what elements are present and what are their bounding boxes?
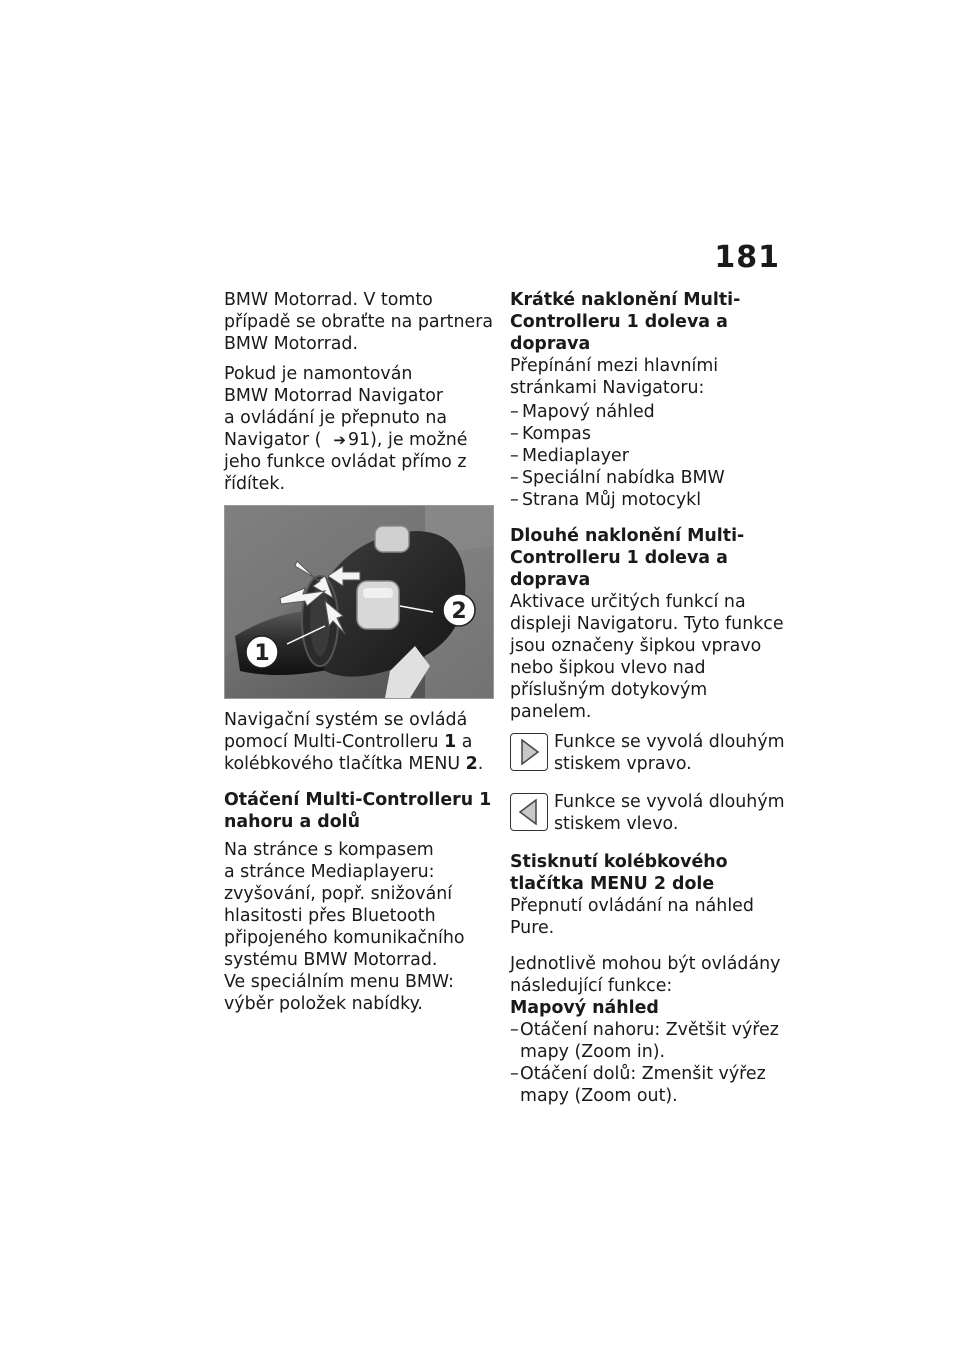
arrow-left-icon: [510, 793, 548, 831]
handlebar-controls-figure: [224, 505, 494, 699]
caption-ref-1: 1: [444, 732, 457, 752]
section-long-tilt: [510, 525, 785, 723]
intro-text-a: Pokud je namontován BMW Motorrad Navigator a ovládání je přepnuto na Navigator: [224, 364, 447, 450]
right-column: [510, 289, 785, 1115]
section-short-tilt-body: Přepínání mezi hlavními stránkami Navigatoru:: [510, 356, 719, 398]
caption-text-c: .: [477, 754, 484, 774]
section-short-tilt-title: Krátké naklonění Multi-Controlleru 1 doleva a doprava: [510, 290, 741, 354]
page-reference[interactable]: ( ➔ 91: [309, 430, 371, 450]
figure-label-2: 2: [451, 599, 467, 624]
intro-text-b: ), je možné jeho funkce ovládat přímo z řídítek.: [224, 430, 468, 494]
page-number: 181: [714, 240, 780, 275]
list-item: – Mediaplayer: [510, 445, 785, 467]
list-item: – Speciální nabídka BMW: [510, 467, 785, 489]
page-reference-number: 91: [348, 430, 371, 450]
list-item: – Otáčení nahoru: Zvětšit výřez mapy (Zoom in).: [510, 1019, 785, 1063]
page-ref-arrow-icon: ➔: [333, 431, 346, 449]
section-functions: [510, 953, 785, 1107]
section-menu-press: [510, 851, 785, 939]
note-long-press-right: [510, 731, 785, 775]
list-item: – Mapový náhled: [510, 401, 785, 423]
section-menu-press-title: Stisknutí kolébkového tlačítka MENU 2 dole: [510, 852, 728, 894]
caption-text-b: a kolébkového tlačítka MENU: [224, 732, 473, 774]
note-long-press-left: [510, 791, 785, 835]
main-pages-list: [510, 401, 785, 511]
section-menu-press-body: Přepnutí ovládání na náhled Pure.: [510, 896, 754, 938]
section-functions-body: Jednotlivě mohou být ovládány následující funkce:: [510, 954, 781, 996]
section-long-tilt-title: Dlouhé naklonění Multi-Controlleru 1 doleva a doprava: [510, 526, 745, 590]
handlebar-illustration: [225, 506, 493, 698]
figure-label-1: 1: [254, 641, 270, 666]
map-view-list: [510, 1019, 785, 1107]
section-map-view-title: Mapový náhled: [510, 998, 659, 1018]
arrow-right-icon: [510, 733, 548, 771]
section-rotate: [224, 789, 499, 1015]
list-item: – Otáčení dolů: Zmenšit výřez mapy (Zoom out).: [510, 1063, 785, 1107]
list-item: – Kompas: [510, 423, 785, 445]
section-rotate-title: Otáčení Multi-Controlleru 1 nahoru a dolů: [224, 790, 492, 832]
list-item: – Strana Můj motocykl: [510, 489, 785, 511]
section-rotate-body: Na stránce s kompasem a stránce Mediaplayeru: zvyšování, popř. snižování hlasitosti přes Bluetooth připojeného komunikačního systému BMW Motorrad.: [224, 840, 465, 970]
caption-text-a: Navigační systém se ovládá pomocí Multi-Controlleru: [224, 710, 468, 752]
intro-paragraph-1: BMW Motorrad. V tomto případě se obraťte na partnera BMW Motorrad.: [224, 290, 494, 354]
section-long-tilt-body: Aktivace určitých funkcí na displeji Navigatoru. Tyto funkce jsou označeny šipkou vpravo nebo šipkou vlevo nad příslušným dotykovým panelem.: [510, 592, 784, 722]
note-right-text: Funkce se vyvolá dlouhým stiskem vpravo.: [554, 732, 785, 774]
figure-caption: [224, 709, 499, 775]
intro-paragraph-2: [224, 363, 499, 495]
left-column: [224, 289, 499, 1023]
caption-ref-2: 2: [465, 754, 478, 774]
note-left-text: Funkce se vyvolá dlouhým stiskem vlevo.: [554, 792, 785, 834]
section-rotate-body-2: Ve speciálním menu BMW: výběr položek nabídky.: [224, 972, 454, 1014]
